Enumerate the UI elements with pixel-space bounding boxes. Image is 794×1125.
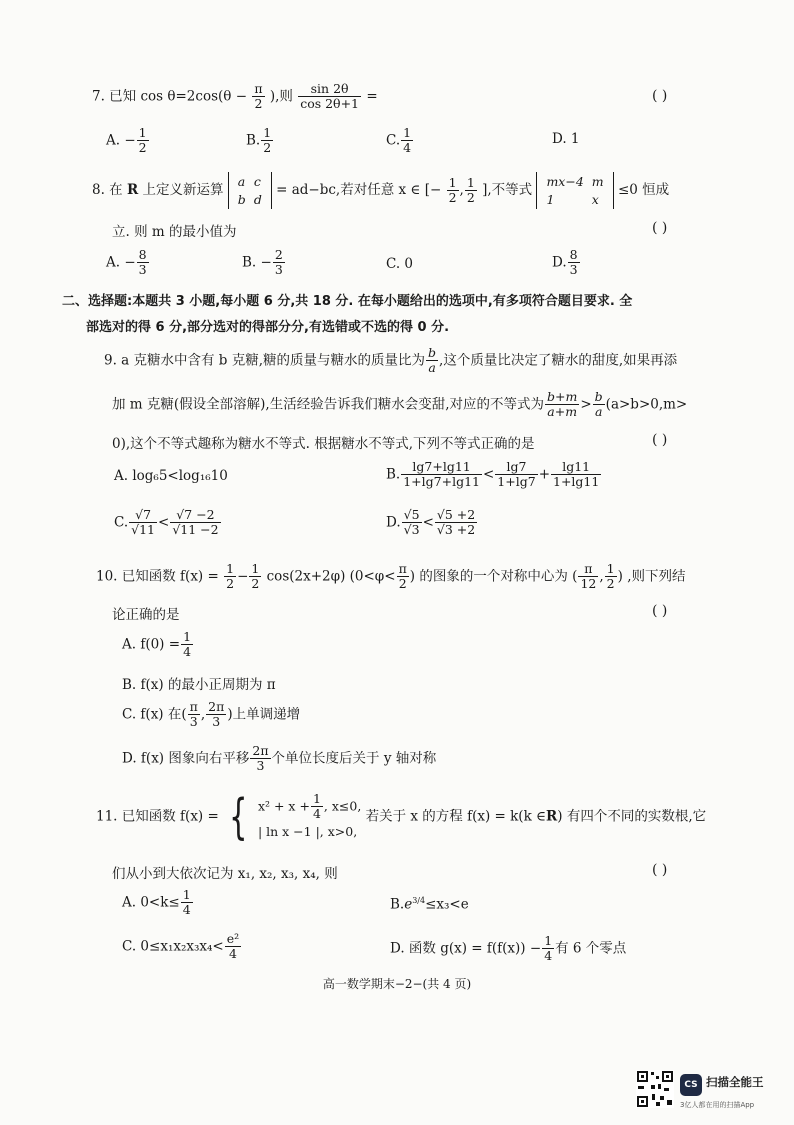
q11-option-d: D. 函数 g(x) = f(f(x)) − $\frac{1}{4}$ 有 6 个零点 <box>390 933 627 964</box>
q8-answer-paren: ( ) <box>652 220 668 236</box>
q9-stem-line1: 9. a 克糖水中含有 b 克糖,糖的质量与糖水的质量比为 $\frac{b}{a}$ ,这个质量比决定了糖水的甜度,如果再添 <box>104 345 678 376</box>
q11-option-c: C. 0≤x₁x₂x₃x₄< $\frac{\text{e²}}{4}$ <box>122 931 240 962</box>
q7-option-b: B. $\frac{1}{2}$ <box>246 125 272 156</box>
q8-option-d: D. $\frac{8}{3}$ <box>552 247 578 278</box>
q7-stem-part: 7. 已知 cos θ=2cos(θ − <box>92 88 248 105</box>
q7-option-a: A. − $\frac{1}{2}$ <box>106 125 147 156</box>
q7-stem-part: = <box>366 88 378 105</box>
camscanner-logo: CS <box>680 1074 702 1096</box>
qr-code-icon <box>636 1070 674 1108</box>
q11-stem-line1: 11. 已知函数 f(x) = { x² + x + $\frac{1}{4}$ , x≤0, | ln x −1 |, x>0, 若关于 x 的方程 f(x) = k(k ∈R) 有四个不同的实数根,它 <box>96 788 707 845</box>
q8-option-b: B. − $\frac{2}{3}$ <box>242 247 283 278</box>
q8-stem-line2: 立. 则 m 的最小值为 <box>112 224 237 240</box>
q9-option-c: C. $\frac{√7}{√11}$ < $\frac{√7 -2}{√11 -2}$ <box>114 507 219 538</box>
q9-option-a: A. log₆5<log₁₆10 <box>114 468 228 484</box>
q7-pi-over-2: $\frac{\pi}{2}$ <box>254 81 263 112</box>
q10-option-d: D. f(x) 图象向右平移 $\frac{2\pi}{3}$ 个单位长度后关于 y 轴对称 <box>122 743 437 774</box>
camscanner-title: 扫描全能王 <box>706 1075 764 1089</box>
q10-stem-line2: 论正确的是 <box>112 607 180 623</box>
q9-option-b: B. $\frac{\lg 7+\lg 11}{1+\lg 7+\lg 11}$ < $\frac{\lg 7}{1+\lg 7}$ + $\frac{\lg 11}{1+\lg 11}$ <box>386 459 600 490</box>
q8-stem: 8. 在 R 上定义新运算 a c b d = ad−bc,若对任意 x ∈ [− $\frac{1}{2}$ , $\frac{1}{2}$ ],不等式 mx−4 m 1 x ≤0 恒成 <box>92 172 669 209</box>
page-footer: 高一数学期末−2−(共 4 页) <box>322 977 472 991</box>
q9-answer-paren: ( ) <box>652 432 668 448</box>
q10-option-b: B. f(x) 的最小正周期为 π <box>122 677 276 693</box>
q7-stem <box>92 82 378 112</box>
q10-answer-paren: ( ) <box>652 603 668 619</box>
section2-instructions-line1: 二、选择题:本题共 3 小题,每小题 6 分,共 18 分. 在每小题给出的选项中,有多项符合题目要求. 全 <box>62 294 633 309</box>
q10-option-c: C. f(x) 在( $\frac{\pi}{3}$ , $\frac{2\pi}{3}$ )上单调递增 <box>122 699 301 730</box>
q8-option-c: C. 0 <box>386 256 414 272</box>
q7-expression: $\frac{\sin 2\theta}{\cos 2\theta+1}$ <box>300 81 360 112</box>
q10-stem-line1: 10. 已知函数 f(x) = $\frac{1}{2}$ − $\frac{1}{2}$ cos(2x+2φ) (0<φ< $\frac{\pi}{2}$ ) 的图象的一个对称中心为 ( $\frac{\pi}{12}$ , $\frac{1}{2}$ ) ,则下列结 <box>96 561 686 592</box>
q11-answer-paren: ( ) <box>652 862 668 878</box>
q10-option-a: A. f(0) = $\frac{1}{4}$ <box>122 629 192 660</box>
q8-determinant-inequality: mx−4 m 1 x <box>536 172 613 209</box>
q9-stem-line3: 0),这个不等式趣称为糖水不等式. 根据糖水不等式,下列不等式正确的是 <box>112 436 535 452</box>
q9-option-d: D. $\frac{√5}{√3}$ < $\frac{√5 +2}{√3 +2}$ <box>386 507 476 538</box>
camscanner-tagline: 3亿人都在用的扫描App <box>680 1101 755 1109</box>
q8-real-set: R <box>126 182 139 198</box>
q11-option-b: $B.e^{3/4}\le x_3<e$ <box>390 896 469 913</box>
q11-stem-line2: 们从小到大依次记为 x₁, x₂, x₃, x₄, 则 <box>112 866 338 882</box>
q8-option-a: A. − $\frac{8}{3}$ <box>106 247 147 278</box>
q11-piecewise-cases: x² + x + $\frac{1}{4}$ , x≤0, | ln x −1 |, x>0, <box>257 791 362 839</box>
q9-stem-line2: 加 m 克糖(假设全部溶解),生活经验告诉我们糖水会变甜,对应的不等式为 $\frac{b+m}{a+m}$ > $\frac{b}{a}$ (a>b>0,m> <box>112 389 688 420</box>
q7-option-c: C. $\frac{1}{4}$ <box>386 125 412 156</box>
q11-option-a: A. 0<k≤ $\frac{1}{4}$ <box>122 887 191 918</box>
q7-stem-part: ),则 <box>269 88 293 105</box>
section2-instructions-line2: 部选对的得 6 分,部分选对的得部分分,有选错或不选的得 0 分. <box>86 320 450 335</box>
q11-piecewise-brace: { <box>229 788 248 845</box>
q7-answer-paren: ( ) <box>652 88 668 104</box>
q7-option-d: D. 1 <box>552 131 580 147</box>
q8-determinant-definition: a c b d <box>228 172 272 209</box>
